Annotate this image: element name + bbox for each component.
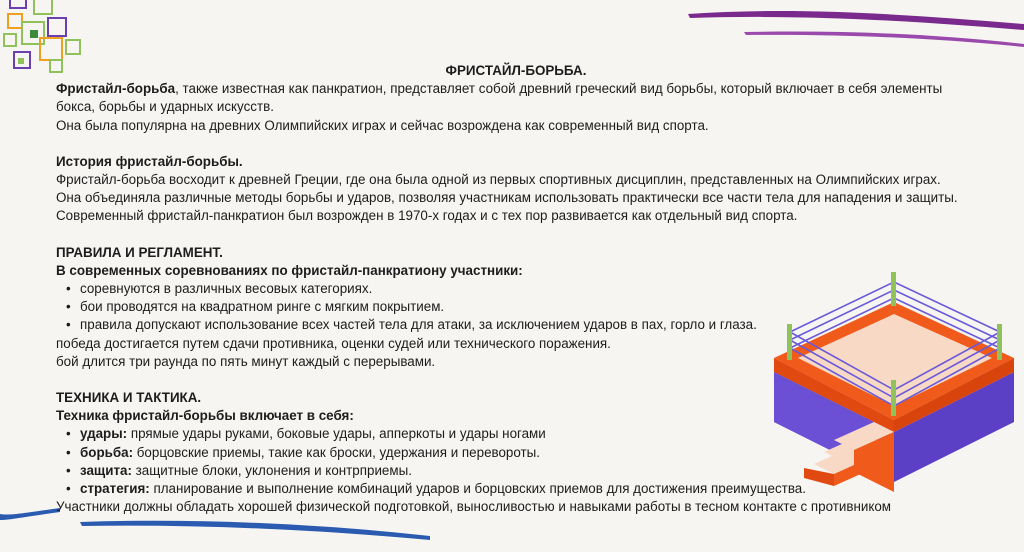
technique-heading: ТЕХНИКА И ТАКТИКА. (56, 390, 202, 406)
history-line: Она объединяла различные методы борьбы и ударов, позволяя участникам использовать практически все части тела для нападения и защиты. (56, 190, 958, 206)
list-item (64, 444, 1016, 462)
technique-subheading: Техника фристайл-борьбы включает в себя: (56, 408, 354, 424)
item-term: защита: (80, 462, 132, 478)
intro-line-2: бокса, борьбы и ударных искусств. (56, 99, 274, 115)
list-item (64, 425, 1016, 443)
list-item (64, 462, 1016, 480)
list-item: • соревнуются в различных весовых категориях. (64, 280, 1016, 298)
history-line: Современный фристайл-панкратион был возрожден в 1970-х годах и с тех пор развивается как отдельный вид спорта. (56, 208, 798, 224)
item-text: защитные блоки, уклонения и контрприемы. (131, 462, 412, 478)
page-title: ФРИСТАЙЛ-БОРЬБА. (445, 63, 587, 78)
list-item (64, 480, 1016, 498)
list-item: • бои проводятся на квадратном ринге с мягким покрытием. (64, 298, 1016, 316)
item-text: борцовские приемы, такие как броски, удержания и перевороты. (133, 444, 541, 460)
list-item: • правила допускают использование всех частей тела для атаки, за исключением ударов в пах, горло и глаза. (64, 316, 1016, 334)
history-line: Фристайл-борьба восходит к древней Греции, где она была одной из первых спортивных дисциплин, представленных на Олимпийских играх. (56, 172, 941, 188)
intro-paragraph (56, 80, 1016, 98)
history-heading: История фристайл-борьбы. (56, 153, 243, 169)
rules-list (56, 280, 1016, 335)
technique-list (56, 425, 1016, 498)
closing-line: Участники должны обладать хорошей физической подготовкой, выносливостью и навыками работы в тесном контакте с противником (56, 499, 892, 515)
rules-line: победа достигается путем сдачи противника, оценки судей или технического поражения. (56, 335, 611, 351)
rules-subheading: В современных соревнованиях по фристайл-панкратиону участники: (56, 262, 523, 278)
intro-rest: , также известная как панкратион, представляет собой древний греческий вид борьбы, который включает в себя элементы (175, 81, 943, 97)
item-term: стратегия: (80, 481, 150, 497)
top-swoosh (684, 0, 1024, 50)
rules-heading: ПРАВИЛА И РЕГЛАМЕНТ. (56, 244, 223, 260)
item-term: удары: (80, 426, 128, 442)
item-text: прямые удары руками, боковые удары, апперкоты и удары ногами (127, 426, 546, 442)
intro-term: Фристайл-борьба (56, 81, 176, 97)
item-text: планирование и выполнение комбинаций ударов и борцовских приемов для достижения преимущества. (149, 481, 806, 497)
intro-line-3: Она была популярна на древних Олимпийских играх и сейчас возрождена как современный вид спорта. (56, 117, 709, 133)
item-term: борьба: (80, 444, 134, 460)
slide-text (56, 62, 1016, 516)
rules-line: бой длится три раунда по пять минут каждый с перерывами. (56, 353, 436, 369)
